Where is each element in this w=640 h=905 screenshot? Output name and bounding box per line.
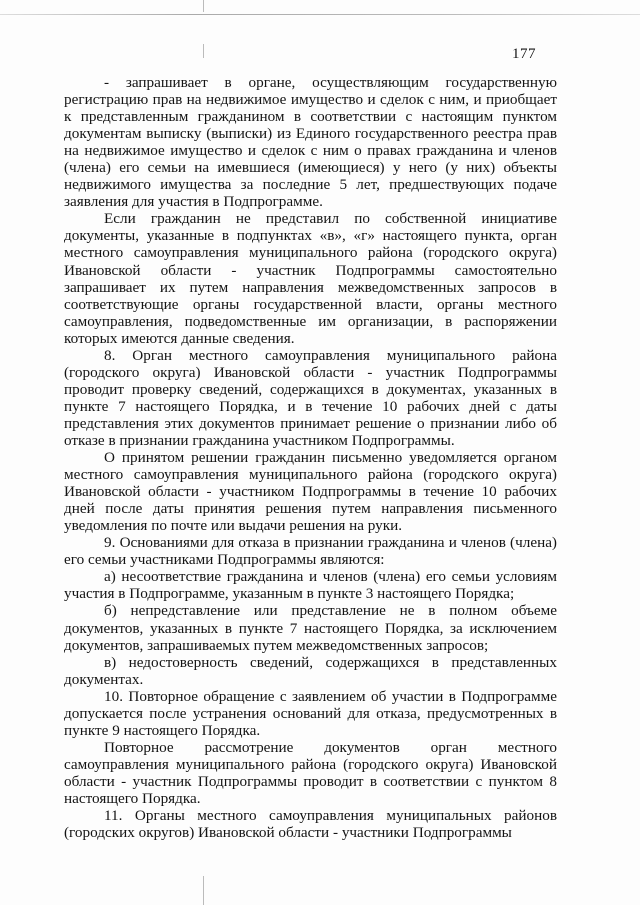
paragraph-repeat-review: Повторное рассмотрение документов орган местного самоуправления муниципального района (городского округа) Ивановской области - участник Подпрограммы проводит в соответствии с пунктом 8 настоящего Порядка. xyxy=(64,738,557,807)
document-body xyxy=(64,74,557,841)
paragraph-item-9b: б) непредставление или представление не в полном объеме документов, указанных в пункте 7 настоящего Порядка, за исключением документов, запрашиваемых путем межведомственных запросов; xyxy=(64,602,557,654)
paragraph-item-8: 8. Орган местного самоуправления муниципального района (городского округа) Ивановской области - участник Подпрограммы проводит проверку сведений, содержащихся в документах, указанных в пункте 7 настоящего Порядка, и в течение 10 рабочих дней с даты представления этих документов принимает решение о признании либо об отказе в признании гражданина участником Подпрограммы. xyxy=(64,346,557,449)
paragraph-decision-notice: О принятом решении гражданин письменно уведомляется органом местного самоуправления муниципального района (городского округа) Ивановской области - участником Подпрограммы в течение 10 рабочих дней после даты принятия решения путем направления письменного уведомления по почте или выдачи решения на руки. xyxy=(64,449,557,535)
scan-edge-line xyxy=(0,14,640,15)
paragraph-item-9a: а) несоответствие гражданина и членов (члена) его семьи условиям участия в Подпрограмме, указанным в пункте 3 настоящего Порядка; xyxy=(64,568,557,603)
scan-mark-top xyxy=(203,0,204,12)
scan-mark-bottom xyxy=(203,876,204,905)
paragraph-item-11: 11. Органы местного самоуправления муниципальных районов (городских округов) Ивановской области - участники Подпрограммы xyxy=(64,807,557,842)
paragraph-registry-request: - запрашивает в органе, осуществляющим государственную регистрацию прав на недвижимое имущество и сделок с ним, и приобщает к представленным гражданином в соответствии с настоящим пунктом документам выписку (выписки) из Единого государственного реестра прав на недвижимое имущество и сделок с ним о правах гражданина и членов (члена) его семьи на имевшиеся (имеющиеся) у него (у них) объекты недвижимого имущества за последние 5 лет, предшествующих подаче заявления для участия в Подпрограмме. xyxy=(64,74,557,211)
scan-mark-upper xyxy=(203,44,204,58)
page-number: 177 xyxy=(512,46,536,62)
paragraph-item-10: 10. Повторное обращение с заявлением об участии в Подпрограмме допускается после устранения оснований для отказа, предусмотренных в пункте 9 настоящего Порядка. xyxy=(64,687,557,739)
paragraph-item-9v: в) недостоверность сведений, содержащихся в представленных документах. xyxy=(64,653,557,688)
paragraph-interagency-requests: Если гражданин не представил по собственной инициативе документы, указанные в подпунктах «в», «г» настоящего пункта, орган местного самоуправления муниципального района (городского округа) Ивановской области - участник Подпрограммы самостоятельно запрашивает их путем направления межведомственных запросов в соответствующие органы государственной власти, органы местного самоуправления, подведомственные им организации, в распоряжении которых имеются данные сведения. xyxy=(64,210,557,347)
paragraph-item-9: 9. Основаниями для отказа в признании гражданина и членов (члена) его семьи участниками Подпрограммы являются: xyxy=(64,534,557,569)
